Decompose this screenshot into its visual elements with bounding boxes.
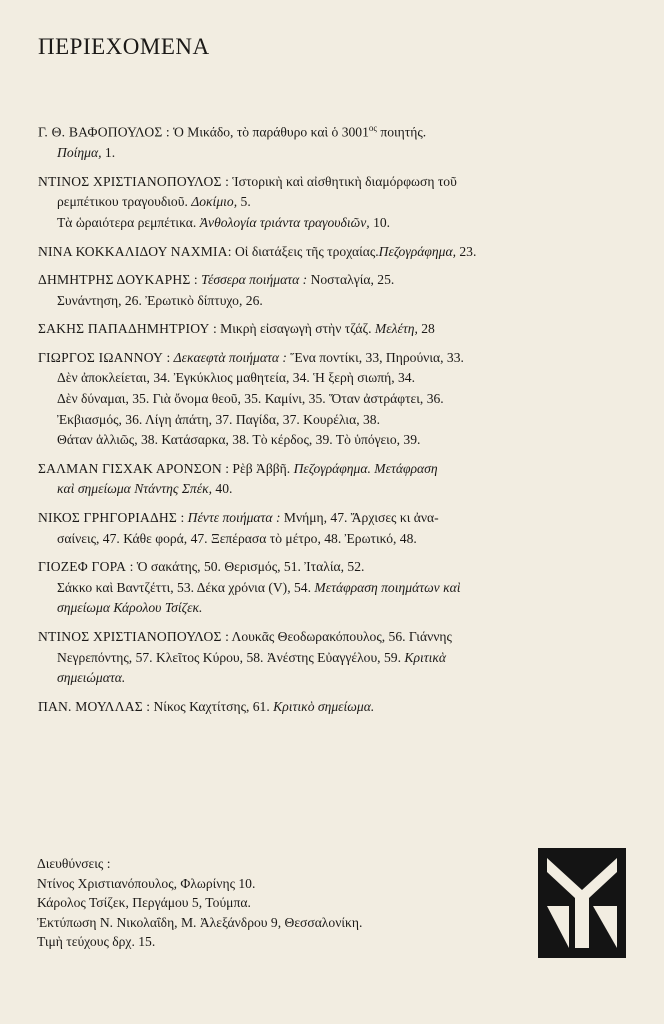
work-title: Ἱστορικὴ καὶ αἰσθητικὴ διαμόρφωση τοῦ [232,173,457,189]
printer-address: Ἐκτύπωση Ν. Νικολαΐδη, Μ. Ἀλεξάνδρου 9, Θεσσαλονίκη. [37,914,363,930]
author-name: ΓΙΩΡΓΟΣ ΙΩΑΝΝΟΥ [38,349,164,365]
toc-entry-line [38,627,638,648]
work-genre: Κριτικὰ [404,649,447,665]
toc-entry-line [38,410,638,431]
work-title: Θάταν ἀλλιῶς, 38. Κατάσαρκα, 38. Τὸ κέρδος, 39. Τὸ ὑπόγειο, 39. [57,432,421,448]
toc-entry-line [38,192,638,213]
toc-entry-line [38,648,638,669]
toc-entry [38,508,638,549]
work-title: 40. [212,481,233,497]
work-genre: σημειώματα. [57,670,126,686]
work-genre: Πεζογράφημα, [378,243,456,259]
work-title: 23. [455,243,477,259]
toc-entry-line [38,348,638,369]
work-genre: Μελέτη, [374,321,418,337]
author-name: Γ. Θ. ΒΑΦΟΠΟΥΛΟΣ [38,124,163,140]
toc-entry-line [38,319,638,340]
toc-entry [38,319,638,340]
author-name: ΝΤΙΝΟΣ ΧΡΙΣΤΙΑΝΟΠΟΥΛΟΣ [38,173,222,189]
toc-entry-line [38,697,638,718]
work-title: Ἐκβιασμός, 36. Λίγη ἀπάτη, 37. Παγίδα, 37. Κουρέλια, 38. [57,411,380,427]
toc-entry [38,348,638,451]
work-title: : Οἱ διατάξεις τῆς τροχαίας. [227,243,379,259]
work-title: Νεγρεπόντης, 57. Κλεῖτος Κύρου, 58. Ἀνέστης Εὐαγγέλου, 59. [57,649,405,665]
editor-address: Κάρολος Τσίζεκ, Περγάμου 5, Τούμπα. [37,895,251,910]
author-name: ΣΑΛΜΑΝ ΓΙΣΧΑΚ ΑΡΟΝΣΟΝ [38,460,222,476]
work-title: Δὲν δύναμαι, 35. Γιὰ ὄνομα θεοῦ, 35. Καμίνι, 35. Ὅταν ἀστράφτει, 36. [57,391,444,407]
ordinal-suffix: ος [368,123,377,133]
page-title: ΠΕΡΙΕΧΟΜΕΝΑ [38,34,210,59]
work-title: Δὲν ἀποκλείεται, 34. Ἐγκύκλιος μαθητεία, 34. Ἡ ξερὴ σιωπή, 34. [57,370,415,386]
addresses-heading: Διευθύνσεις : [37,856,111,871]
toc-entry-line [38,459,638,480]
colophon [37,854,362,952]
work-genre: καὶ σημείωμα Ντάντης Σπέκ, [57,481,212,497]
toc-entry-line [38,118,638,143]
work-title: : [190,272,202,288]
work-genre: Πεζογράφημα. Μετάφραση [293,460,438,476]
toc-entry-line [38,143,638,164]
work-title: Ὁ Μικάδο, τὸ παράθυρο καὶ ὁ 3001 [173,124,369,140]
table-of-contents [38,118,638,725]
toc-entry-line [38,557,638,578]
toc-entry [38,172,638,234]
toc-entry-line [38,508,638,529]
work-title: 5. [237,194,251,210]
author-name: ΔΗΜΗΤΡΗΣ ΔΟΥΚΑΡΗΣ [38,272,191,288]
toc-entry-line [38,529,638,550]
toc-entry [38,118,638,164]
work-genre: Δεκαεφτὰ ποιήματα : [173,349,287,365]
work-title: Νοσταλγία, 25. [307,272,395,288]
author-name: ΝΤΙΝΟΣ ΧΡΙΣΤΙΑΝΟΠΟΥΛΟΣ [38,629,222,644]
work-genre: Πέντε ποιήματα : [187,510,281,526]
toc-entry-line [38,172,638,193]
toc-entry [38,697,638,718]
author-name: ΝΙΚΟΣ ΓΡΗΓΟΡΙΑΔΗΣ [38,510,178,526]
work-title: : Λουκᾶς Θεοδωρακόπουλος, 56. Γιάννης [221,629,452,644]
toc-entry-line [38,242,638,263]
work-title: 1. [101,145,116,161]
work-genre: σημείωμα Κάρολου Τσίζεκ. [57,600,203,616]
toc-entry-line [38,213,638,234]
toc-entry [38,557,638,619]
work-title: ποιητής. [376,124,427,140]
toc-entry-line [38,598,638,619]
work-genre: Δοκίμιο, [191,194,238,210]
author-name: ΝΙΝΑ ΚΟΚΚΑΛΙΔΟΥ ΝΑΧΜΙΑ [38,243,228,259]
work-genre: Ἀνθολογία τριάντα τραγουδιῶν, [199,214,370,230]
author-name: ΓΙΟΖΕΦ ΓΟΡΑ [38,559,127,575]
work-genre: Μετάφραση ποιημάτων καὶ [314,579,461,595]
work-title: : Μικρὴ εἰσαγωγὴ στὴν τζάζ. [209,321,375,337]
work-title: : Ὁ σακάτης, 50. Θερισμός, 51. Ἰταλία, 52. [126,559,365,575]
work-genre: Ποίημα, [57,145,102,161]
work-title: : [163,349,174,365]
author-name: ΠΑΝ. ΜΟΥΛΛΑΣ [38,698,143,714]
toc-entry-line [38,389,638,410]
work-title: σαίνεις, 47. Κάθε φορά, 47. Ξεπέρασα τὸ μέτρο, 48. Ἐρωτικό, 48. [57,530,417,546]
toc-entry [38,242,638,263]
work-title: Σάκκο καὶ Βαντζέττι, 53. Δέκα χρόνια (V), 54. [57,579,315,595]
toc-entry-line [38,430,638,451]
toc-entry-line [38,668,638,689]
work-title: Τὰ ὡραιότερα ρεμπέτικα. [57,214,200,230]
toc-entry-line [38,291,638,312]
work-genre: Τέσσερα ποιήματα : [201,272,308,288]
editor-address: Ντίνος Χριστιανόπουλος, Φλωρίνης 10. [37,875,256,891]
work-title: : [162,124,174,140]
work-title: : Ρὲβ Ἀββῆ. [221,460,294,476]
work-title: : Νίκος Καχτίτσης, 61. [142,698,274,714]
issue-price: Τιμὴ τεύχους δρχ. 15. [37,934,156,949]
author-name: ΣΑΚΗΣ ΠΑΠΑΔΗΜΗΤΡΙΟΥ [38,321,210,337]
toc-entry-line [38,270,638,291]
publisher-logo-icon [538,848,626,958]
work-title: 28 [417,321,435,337]
work-title: 10. [369,214,391,230]
work-title: Μνήμη, 47. Ἄρχισες κι ἀνα- [280,510,439,526]
toc-entry [38,459,638,500]
toc-entry-line [38,368,638,389]
toc-entry [38,270,638,311]
work-genre: Κριτικὸ σημείωμα. [273,698,375,714]
work-title: : [221,173,233,189]
work-title: Συνάντηση, 26. Ἐρωτικὸ δίπτυχο, 26. [57,292,263,308]
work-title: : [177,510,188,526]
toc-entry [38,627,638,689]
work-title: Ἕνα ποντίκι, 33, Πηρούνια, 33. [286,349,464,365]
toc-entry-line [38,479,638,500]
work-title: ρεμπέτικου τραγουδιοῦ. [57,194,192,210]
toc-entry-line [38,578,638,599]
